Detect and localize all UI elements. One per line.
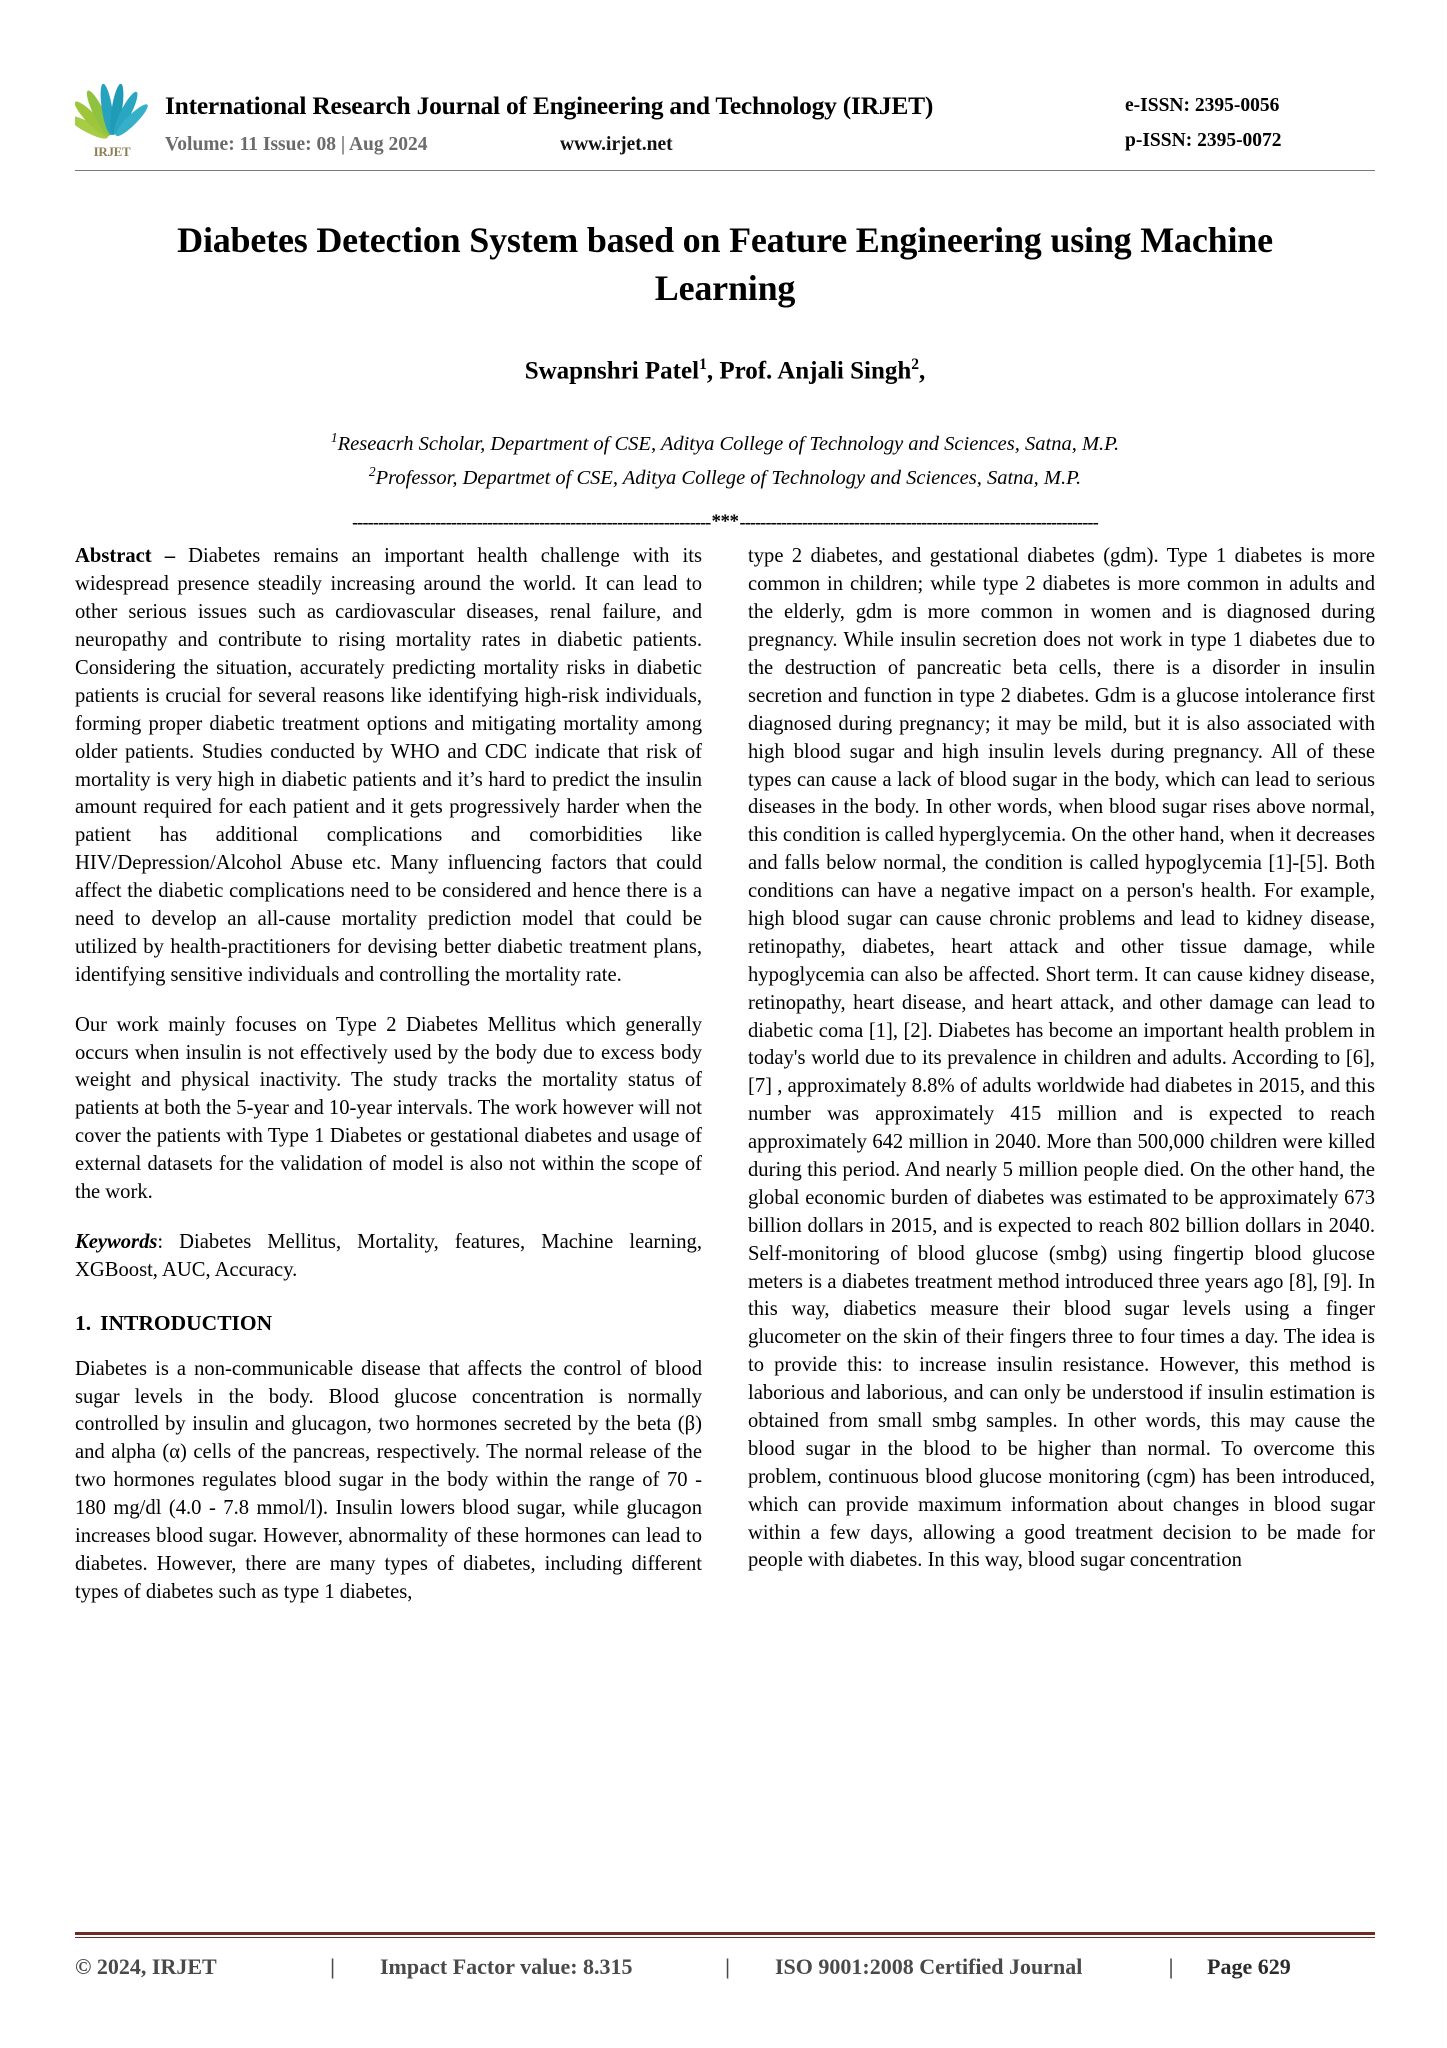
author-2-name: Anjali Singh bbox=[777, 357, 912, 385]
footer-page-number: Page 629 bbox=[1207, 1954, 1291, 1979]
separator-right-dashes: --------------------------------------------------------------------- bbox=[739, 511, 1098, 532]
journal-title: International Research Journal of Engineering and Technology (IRJET) bbox=[165, 90, 934, 120]
abstract-label: Abstract – bbox=[75, 545, 176, 568]
volume-issue: Volume: 11 Issue: 08 | Aug 2024 bbox=[165, 133, 428, 155]
right-column bbox=[748, 543, 1375, 1606]
irjet-logo bbox=[75, 84, 149, 158]
journal-website[interactable]: www.irjet.net bbox=[560, 133, 673, 155]
separator-stars: *** bbox=[711, 511, 739, 533]
dashed-separator bbox=[75, 511, 1375, 533]
journal-header bbox=[75, 0, 1375, 170]
footer-iso-certification: ISO 9001:2008 Certified Journal bbox=[775, 1954, 1083, 1979]
footer-rule-thin bbox=[75, 1937, 1375, 1938]
author-1-affil-marker: 1 bbox=[699, 356, 707, 374]
keywords-paragraph bbox=[75, 1229, 702, 1285]
author-separator: , Prof. bbox=[706, 357, 778, 385]
footer-copyright: © 2024, IRJET bbox=[75, 1954, 217, 1979]
abstract-text: Diabetes remains an important health challenge with its widespread presence steadily increasing around the world. It can lead to other serious issues such as cardiovascular diseases, renal failure, and neuropathy and contribute to rising mortality rates in diabetic patients. Considering the situation, accurately predicting mortality risks in diabetic patients is crucial for several reasons like identifying high-risk individuals, forming proper diabetic treatment options and mitigating mortality among older patients. Studies conducted by WHO and CDC indicate that risk of mortality is very high in diabetic patients and it’s hard to predict the insulin amount required for each patient and it gets progressively harder when the patient has additional complications and comorbidities like HIV/Depression/Alcohol Abuse etc. Many influencing factors that could affect the diabetic complications need to be considered and hence there is a need to develop an all-cause mortality prediction model that could be utilized by health-practitioners for devising better diabetic treatment plans, identifying sensitive individuals and controlling the mortality rate. bbox=[75, 545, 702, 986]
section-heading-introduction bbox=[75, 1311, 702, 1336]
page-footer bbox=[75, 1932, 1375, 1980]
introduction-paragraph: Diabetes is a non-communicable disease that affects the control of blood sugar levels in the body. Blood glucose concentration is normally controlled by insulin and glucagon, two hormones secreted by the beta (β) and alpha (α) cells of the pancreas, respectively. The normal release of the two hormones regulates blood sugar in the body within the range of 70 - 180 mg/dl (4.0 - 7.8 mmol/l). Insulin lowers blood sugar, while glucagon increases blood sugar. However, abnormality of these hormones can lead to diabetes. However, there are many types of diabetes, including different types of diabetes such as type 1 diabetes, bbox=[75, 1357, 702, 1603]
abstract-paragraph-2: Our work mainly focuses on Type 2 Diabetes Mellitus which generally occurs when insulin is not effectively used by the body due to excess body weight and physical inactivity. The study tracks the mortality status of patients at both the 5-year and 10-year intervals. The work however will not cover the patients with Type 1 Diabetes or gestational diabetes and usage of external datasets for the validation of model is also not within the scope of the work. bbox=[75, 1013, 702, 1204]
page-content bbox=[75, 0, 1375, 1607]
footer-rule-thick bbox=[75, 1932, 1375, 1935]
p-issn: p-ISSN: 2395-0072 bbox=[1125, 129, 1282, 151]
body-columns bbox=[75, 543, 1375, 1606]
footer-divider-3: | bbox=[1168, 1954, 1174, 1979]
e-issn: e-ISSN: 2395-0056 bbox=[1125, 94, 1280, 116]
abstract-paragraph bbox=[75, 543, 702, 989]
affiliation-1 bbox=[75, 427, 1375, 461]
footer-divider-2: | bbox=[725, 1954, 730, 1979]
footer-impact-factor: Impact Factor value: 8.315 bbox=[380, 1954, 633, 1979]
author-list bbox=[75, 356, 1375, 385]
affiliation-2-text: Professor, Departmet of CSE, Aditya College of Technology and Sciences, Satna, M.P. bbox=[375, 467, 1082, 490]
section-title: INTRODUCTION bbox=[100, 1310, 273, 1335]
author-1-name: Swapnshri Patel bbox=[524, 357, 700, 385]
separator-left-dashes: --------------------------------------------------------------------- bbox=[352, 511, 711, 532]
leaf-fan-icon bbox=[75, 84, 149, 144]
affiliation-2-marker: 2 bbox=[368, 464, 376, 480]
header-divider bbox=[75, 170, 1375, 171]
author-2-affil-marker: 2 bbox=[911, 356, 920, 374]
introduction-continuation: type 2 diabetes, and gestational diabetes (gdm). Type 1 diabetes is more common in children; while type 2 diabetes is more common in adults and the elderly, gdm is more common in women and is diagnosed during pregnancy. While insulin secretion does not work in type 1 diabetes due to the destruction of pancreatic beta cells, there is a disorder in insulin secretion and function in type 2 diabetes. Gdm is a glucose intolerance first diagnosed during pregnancy; it may be mild, but it is also associated with high blood sugar and high insulin levels during pregnancy. All of these types can cause a lack of blood sugar in the body, which can lead to serious diseases in the body. In other words, when blood sugar rises above normal, this condition is called hyperglycemia. On the other hand, when it decreases and falls below normal, the condition is called hypoglycemia [1]-[5]. Both conditions can have a negative impact on a person's health. For example, high blood sugar can cause chronic problems and lead to kidney disease, retinopathy, diabetes, heart attack and other tissue damage, while hypoglycemia can also be affected. Short term. It can cause kidney disease, retinopathy, heart disease, and heart attack, and other damage can lead to diabetic coma [1], [2]. Diabetes has become an important health problem in today's world due to its prevalence in children and adults. According to [6], [7] , approximately 8.8% of adults worldwide had diabetes in 2015, and this number was approximately 415 million and is expected to reach approximately 642 million in 2040. More than 500,000 children were killed during this period. And nearly 5 million people died. On the other hand, the global economic burden of diabetes was estimated to be approximately 673 billion dollars in 2015, and is expected to reach 802 billion dollars in 2040. Self-monitoring of blood glucose (smbg) using fingertip blood glucose meters is a diabetes treatment method introduced three years ago [8], [9]. In this way, diabetics measure their blood sugar levels using a finger glucometer on the skin of their fingers three to four times a day. The idea is to provide this: to increase insulin resistance. However, this method is laborious and laborious, and can only be understood if insulin estimation is obtained from small smbg samples. In other words, this may cause the blood sugar in the blood to be higher than normal. To overcome this problem, continuous blood glucose monitoring (cgm) has been introduced, which can provide maximum information about changes in blood sugar within a few days, allowing a good treatment decision to be made for people with diabetes. In this way, blood sugar concentration bbox=[748, 545, 1375, 1572]
page-title: Diabetes Detection System based on Feature Engineering using Machine Learning bbox=[177, 220, 1273, 308]
affiliation-2 bbox=[75, 461, 1375, 495]
keywords-label: Keywords bbox=[75, 1230, 158, 1253]
irjet-logo-text: IRJET bbox=[93, 144, 131, 159]
header-text-block bbox=[165, 91, 1107, 156]
keywords-text: : Diabetes Mellitus, Mortality, features, Machine learning, XGBoost, AUC, Accuracy. bbox=[75, 1230, 702, 1281]
footer-row bbox=[75, 1954, 1375, 1980]
section-number: 1. bbox=[75, 1310, 92, 1335]
author-trailing-comma: , bbox=[919, 357, 926, 385]
header-meta-row bbox=[165, 134, 1107, 156]
left-column bbox=[75, 543, 702, 1606]
affiliation-list bbox=[75, 427, 1375, 495]
affiliation-1-text: Reseacrh Scholar, Department of CSE, Aditya College of Technology and Sciences, Satna, M.P. bbox=[337, 433, 1120, 456]
issn-block bbox=[1107, 95, 1375, 152]
header-title-row bbox=[165, 91, 1107, 121]
footer-divider-1: | bbox=[330, 1954, 335, 1979]
affiliation-1-marker: 1 bbox=[330, 430, 338, 446]
